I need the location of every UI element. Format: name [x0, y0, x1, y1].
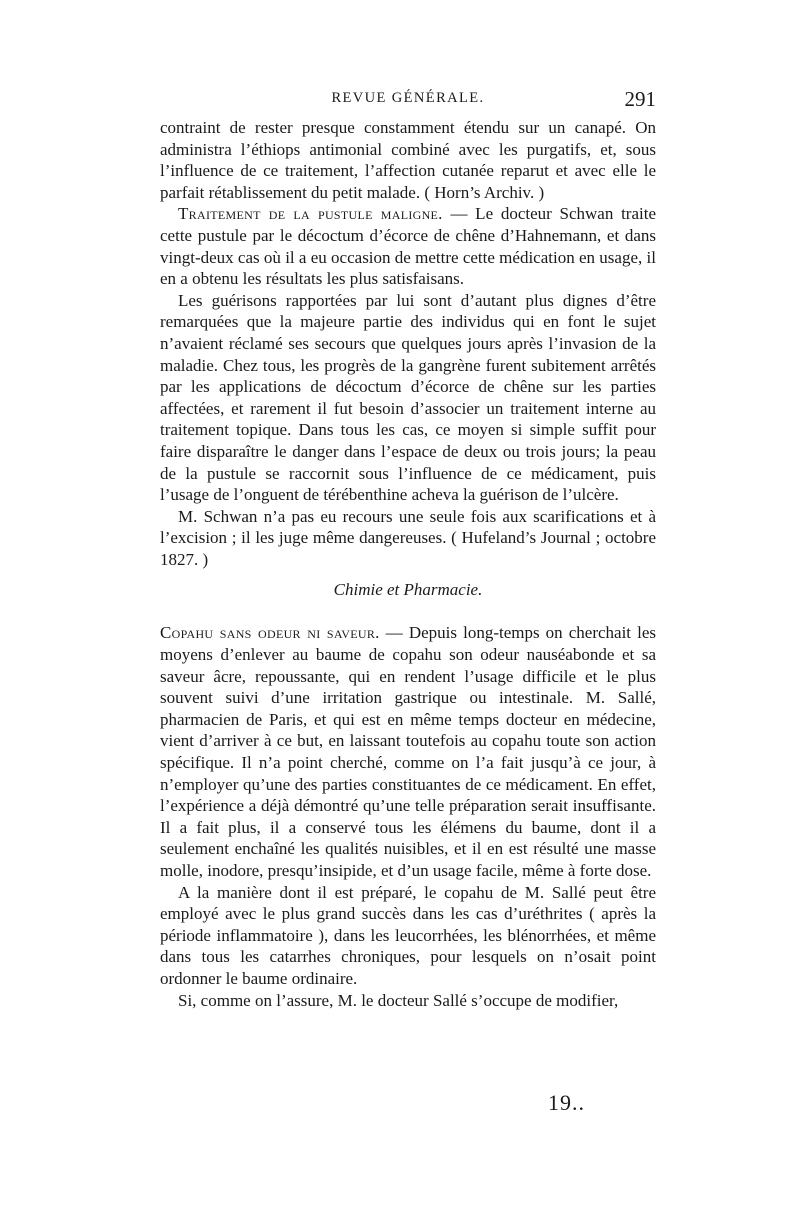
- paragraph-text: — Le docteur Schwan traite cette pustule par le décoctum d’écorce de chêne d’Hahnemann, et dans vingt-deux cas où il a eu occasion de mettre cette médication en usage, il en a obtenu les résultats les plus satisfaisans.: [160, 204, 656, 289]
- paragraph: Les guérisons rapportées par lui sont d’autant plus dignes d’être remarquées que la majeure partie des individus qui en font le sujet n’avaient réclamé ses secours que quelques jours après l’invasion de la maladie. Chez tous, les progrès de la gangrène furent subitement arrêtés par les applications de décoctum d’écorce de chêne sur les parties affectées, et rarement il fut besoin d’associer un traitement interne au traitement topique. Dans tous les cas, ce moyen si simple suffit pour faire disparaître le danger dans l’espace de deux ou trois jours; la peau de la pustule se raccornit sous l’influence de ce médicament, puis l’usage de l’onguent de térébenthine acheva la guérison de l’ulcère.: [160, 290, 656, 505]
- running-title: REVUE GÉNÉRALE.: [331, 90, 485, 106]
- paragraph: A la manière dont il est préparé, le copahu de M. Sallé peut être employé avec le plus grand succès dans les cas d’uréthrites ( après la période inflammatoire ), dans les leucorrhées, les blénorrhées, et même dans tous les catarrhes chroniques, pour lesquels on n’osait point ordonner le baume ordinaire.: [160, 882, 656, 988]
- paragraph: [160, 203, 656, 289]
- running-header: [160, 88, 656, 112]
- signature-mark: 19..: [548, 1090, 585, 1115]
- paragraph-lead: Traitement de la pustule maligne.: [178, 204, 443, 224]
- body-text: [160, 117, 656, 1011]
- paragraph: contraint de rester presque constamment étendu sur un canapé. On administra l’éthiops antimonial combiné avec les purgatifs, et, sous l’influence de ce traitement, l’affection cutanée reparut et avec elle le parfait rétablissement du petit malade. ( Horn’s Archiv. ): [160, 118, 656, 202]
- section-title: Chimie et Pharmacie.: [333, 580, 483, 600]
- page-number: 291: [624, 87, 656, 111]
- paragraph-lead: Copahu sans odeur ni saveur.: [160, 623, 380, 643]
- paragraph: Si, comme on l’assure, M. le docteur Sallé s’occupe de modifier,: [178, 990, 619, 1010]
- paragraph: M. Schwan n’a pas eu recours une seule fois aux scarifications et à l’excision ; il les juge même dangereuses. ( Hufeland’s Journal ; octobre 1827. ): [160, 506, 656, 569]
- paragraph-text: — Depuis long-temps on cherchait les moyens d’enlever au baume de copahu son odeur nauséabonde et sa saveur âcre, repoussante, qui en rendent l’usage difficile et le plus souvent suivi d’une irritation gastrique ou intestinale. M. Sallé, pharmacien de Paris, et qui est en même temps docteur en médecine, vient d’arriver à ce but, en laissant toutefois au copahu toute son action spécifique. Il n’a point cherché, comme on l’a fait jusqu’à ce jour, à n’employer qu’une des parties constituantes de ce médicament. En effet, l’expérience a déjà démontré qu’une telle préparation serait insuffisante. Il a fait plus, il a conservé tous les élémens du baume, dont il a seulement enchaîné les qualités nuisibles, et il en est résulté une masse molle, inodore, presqu’insipide, et d’un usage facile, même à forte dose.: [160, 623, 657, 880]
- paragraph: [160, 622, 656, 881]
